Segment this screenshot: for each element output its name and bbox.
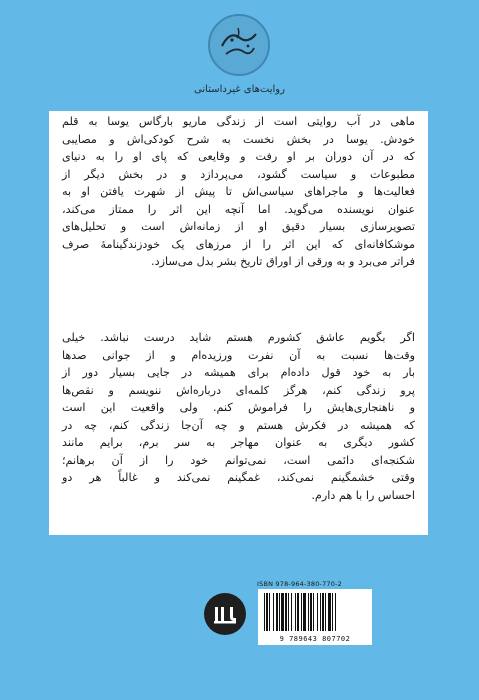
blurb-line: ماهی در آب روایتی است از زندگی ماریو بارگاس یوسا به قلم bbox=[62, 115, 415, 128]
blurb-line: بار به خود قول داده‌ام برای همیشه در جایی بسیار دور از bbox=[62, 366, 415, 379]
blurb-line: تصویرسازی بسیار دقیق او از زمانه‌اش است و تحلیل‌های bbox=[62, 220, 415, 233]
barcode-bar bbox=[325, 593, 326, 631]
blurb-line: که همیشه در فکرش هستم و چه آن‌جا زندگی کنم، چه در bbox=[62, 418, 415, 432]
barcode-bar bbox=[303, 593, 306, 631]
barcode-bar bbox=[281, 593, 284, 631]
publisher-logo-icon bbox=[204, 593, 246, 635]
blurb-line: اگر بگویم عاشق کشورم هستم شاید درست نباشد. خیلی bbox=[62, 331, 415, 344]
isbn-label: ISBN 978-964-380-770-2 bbox=[257, 580, 342, 588]
barcode-bar bbox=[313, 593, 314, 631]
barcode-bar bbox=[279, 593, 280, 631]
blurb-paragraph-2 bbox=[62, 329, 415, 504]
blurb-line: خودش. یوسا در بخش نخست به شرح کودکی‌اش و مصایبی bbox=[62, 132, 415, 146]
barcode-bar bbox=[269, 593, 270, 631]
series-label: روایت‌های غیرداستانی bbox=[194, 84, 285, 95]
barcode-bar bbox=[322, 593, 324, 631]
barcode-bar bbox=[308, 593, 309, 631]
barcode-bar bbox=[291, 593, 292, 631]
blurb-paragraph-1 bbox=[62, 113, 415, 271]
barcode-bar bbox=[273, 593, 274, 631]
blurb-line: موشکافانه‌ای که این اثر را از مرزهای یک خودزندگینامهٔ صرف bbox=[62, 237, 415, 251]
series-logo-icon bbox=[208, 14, 270, 76]
blurb-line: که در آن دوران بر او رفت و وقایعی که پای او را به دنیای bbox=[62, 150, 415, 163]
barcode-bar bbox=[276, 593, 278, 631]
barcode-bars bbox=[262, 593, 368, 633]
blurb-line: فعالیت‌ها و ماجراهای سیاسی‌اش تا پیش از شهرت یافتن او به bbox=[62, 185, 415, 198]
barcode-bar bbox=[297, 593, 299, 631]
blurb-line: احساس را با هم دارم. bbox=[311, 488, 415, 502]
blurb-line: کشور دیگری به عنوان مهاجر به سر برم، برایم مانند bbox=[62, 436, 415, 449]
blurb-line: فراتر می‌برد و به ورقی از اوراق تاریخ بشر بدل می‌سازد. bbox=[151, 255, 415, 268]
barcode-bar bbox=[328, 593, 331, 631]
blurb-panel bbox=[49, 111, 428, 535]
barcode-bar bbox=[335, 593, 336, 631]
barcode-bar bbox=[288, 593, 289, 631]
barcode-bar bbox=[266, 593, 268, 631]
barcode-bar bbox=[301, 593, 302, 631]
barcode-bar bbox=[332, 593, 333, 631]
blurb-line: و ناهنجاری‌هایش را فراموش کنم. ولی واقعیت این است bbox=[62, 401, 415, 414]
blurb-line: شکنجه‌ای دائمی است، نمی‌توانم خود را از آن برهانم؛ bbox=[62, 453, 415, 467]
blurb-line: عنوان نویسنده می‌گوید. اما آنچه این اثر را ممتاز می‌کند، bbox=[62, 202, 415, 216]
barcode-bar bbox=[264, 593, 265, 631]
barcode-bar bbox=[320, 593, 321, 631]
blurb-line: پرو زندگی کنم، هرگز کلمه‌ای درباره‌اش ننویسم و نقص‌ها bbox=[62, 383, 415, 397]
blurb-line: وقت‌ها نسبت به آن نفرت ورزیده‌ام و از جوانی صدها bbox=[62, 348, 415, 362]
barcode-digits: 9 789643 807702 bbox=[279, 635, 351, 643]
series-header bbox=[0, 14, 479, 94]
blurb-line: مطبوعات و سیاست گشود، می‌پردازد و در بخش دیگر از bbox=[62, 167, 415, 181]
barcode-bar bbox=[310, 593, 312, 631]
barcode-bar bbox=[317, 593, 318, 631]
barcode-bar bbox=[285, 593, 287, 631]
barcode-bar bbox=[295, 593, 296, 631]
barcode bbox=[258, 589, 372, 645]
blurb-line: وقتی خشمگینم نمی‌کند، غمگینم نمی‌کند و غالباً هر دو bbox=[62, 471, 415, 484]
